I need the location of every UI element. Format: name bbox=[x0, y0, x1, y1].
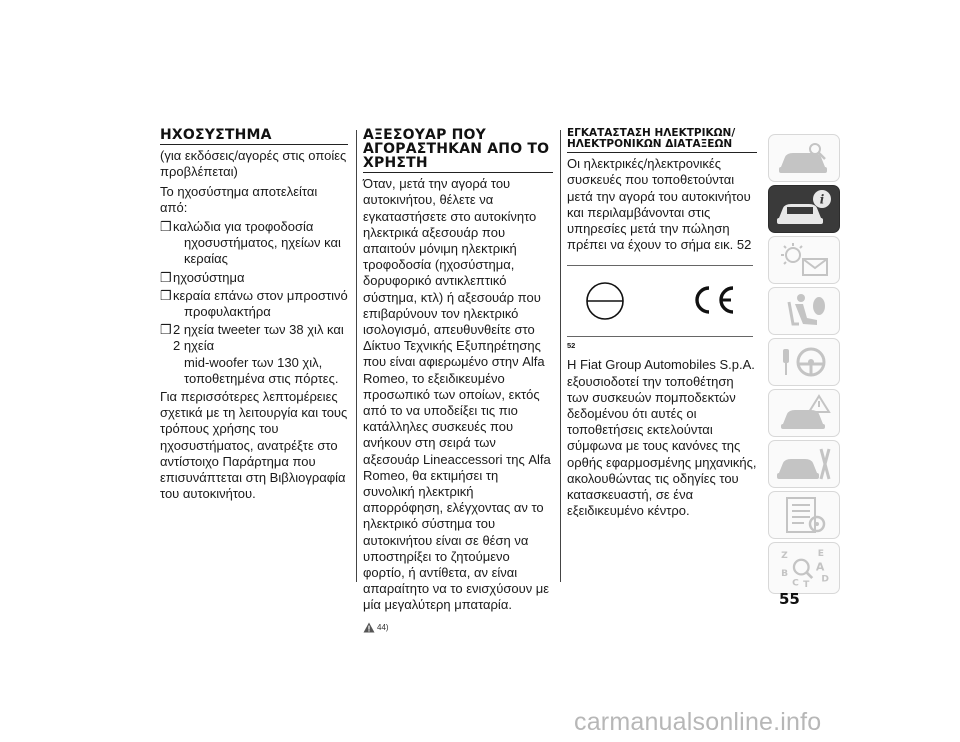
svg-text:i: i bbox=[819, 192, 825, 207]
steering-wheel-icon bbox=[773, 341, 835, 383]
bullet-box-icon: ❒ bbox=[160, 219, 172, 234]
index-letter: T bbox=[803, 580, 810, 589]
section-title-audio-system: ΗΧΟΣΥΣΤΗΜΑ bbox=[160, 127, 272, 143]
dashboard-car-icon bbox=[773, 137, 835, 179]
list-item-line1: ηχοσύστημα bbox=[173, 269, 245, 285]
warning-triangle-icon bbox=[363, 622, 375, 633]
index-letter: C bbox=[792, 578, 799, 589]
tab-index[interactable] bbox=[768, 542, 840, 594]
column-divider bbox=[560, 130, 561, 582]
accessories-body: Όταν, μετά την αγορά του αυτοκινήτου, θέλετε να εγκαταστήσετε στο αυτοκίνητο ηλεκτρικά αξεσουάρ που απαιτούν μόνιμη ηλεκτρική τροφοδοσία (ηχοσύστημα, δορυφορικό αντικλεπτικό σύστημα, κτλ) ή αξεσουάρ που επιβαρύνουν τον ηλεκτρικό ισολογισμό, απευθυνθείτε στο Δίκτυο Τεχνικής Εξυπηρέτησης που είναι αφιερωμένο στην Alfa Romeo, το εξειδικευμένο προσωπικό των οποίων, εκτός από το να υποδείξει τις πιο κατάλληλες συσκευές που ανήκουν στη σειρά των αξεσουάρ Lineaccessori της Alfa Romeo, θα εκτιμήσει τη συνολική ηλεκτρική απορρόφηση, ελέγχοντας αν το ηλεκτρικό σύστημα του αυτοκινήτου είναι σε θέση να υποστηρίξει το ζητούμενο φορτίο, ή αντίθετα, αν είναι απαραίτητο να το ενισχύσουν με μία μεγαλύτερη μπαταρία. bbox=[363, 176, 551, 613]
list-item-line2: προφυλακτήρα bbox=[184, 304, 271, 320]
list-item-line2: ηχοσυστήματος, ηχείων και κεραίας bbox=[184, 235, 341, 267]
index-letter: E bbox=[817, 549, 824, 560]
tab-car-info[interactable] bbox=[768, 185, 840, 233]
list-item bbox=[160, 270, 348, 286]
warning-ref-number: 44) bbox=[377, 622, 389, 632]
tab-specifications[interactable] bbox=[768, 491, 840, 539]
tab-starting-driving[interactable] bbox=[768, 338, 840, 386]
index-letter: B bbox=[781, 569, 789, 580]
intro-text: Το ηχοσύστημα αποτελείται από: bbox=[160, 183, 318, 215]
specifications-list-icon bbox=[773, 494, 835, 536]
figure-52 bbox=[567, 265, 757, 351]
column-accessories bbox=[363, 128, 553, 636]
column-audio-system bbox=[160, 128, 348, 505]
tab-emergency[interactable] bbox=[768, 389, 840, 437]
bullet-box-icon: ❒ bbox=[160, 287, 172, 303]
title-rule bbox=[160, 144, 348, 145]
title-rule bbox=[363, 172, 553, 173]
title-rule bbox=[567, 152, 757, 153]
bullet-box-icon: ❒ bbox=[160, 269, 172, 285]
column-electrical-devices bbox=[567, 128, 757, 522]
closing-text: Για περισσότερες λεπτομέρειες σχετικά με τη λειτουργία και τους τρόπους χρήσης του ηχοσυστήματος, ανατρέξτε στο αντίστοιχο Παράρτημα που επισυνάπτεται στη Βιβλιογραφία του αυτοκινήτου. bbox=[160, 389, 348, 502]
tab-maintenance[interactable] bbox=[768, 440, 840, 488]
tab-dashboard[interactable] bbox=[768, 134, 840, 182]
index-letter: D bbox=[821, 574, 829, 585]
ce-mark-icon bbox=[689, 284, 737, 316]
tab-lights-messages[interactable] bbox=[768, 236, 840, 284]
warning-car-icon bbox=[773, 392, 835, 434]
car-service-icon bbox=[773, 443, 835, 485]
page-number: 55 bbox=[779, 590, 800, 608]
list-item bbox=[160, 219, 348, 268]
list-item-line1: 2 ηχεία tweeter των 38 χιλ και 2 ηχεία bbox=[173, 322, 344, 354]
electrical-para2: Η Fiat Group Automobiles S.p.A. εξουσιοδοτεί την τοποθέτηση των συσκευών πομποδεκτών δεδομένου ότι αυτές οι τοποθετήσεις εκτελούνται σύμφωνα με τους κανόνες της ορθής εφαρμοσμένης μηχανικής, ακολουθώντας τις οδηγίες του κατασκευαστή, σε ένα εξειδικευμένο κέντρο. bbox=[567, 357, 757, 519]
tab-safety[interactable] bbox=[768, 287, 840, 335]
bullet-box-icon: ❒ bbox=[160, 322, 172, 338]
index-letter: A bbox=[815, 560, 825, 574]
list-item-line1: καλώδια για τροφοδοσία bbox=[173, 219, 314, 234]
chapter-tabs bbox=[768, 134, 840, 597]
list-item-line2: mid-woofer των 130 χιλ, τοποθετημένα στις πόρτες. bbox=[184, 354, 339, 386]
components-list bbox=[160, 219, 348, 387]
figure-rule-bottom bbox=[567, 336, 753, 337]
section-subtitle: (για εκδόσεις/αγορές στις οποίες προβλέπεται) bbox=[160, 148, 347, 180]
index-letter: Z bbox=[781, 550, 788, 561]
section-title-electrical-devices: ΕΓΚΑΤΑΣΤΑΣΗ ΗΛΕΚΤΡΙΚΩΝ/ΗΛΕΚΤΡΟΝΙΚΩΝ ΔΙΑΤΑΞΕΩΝ bbox=[567, 127, 736, 150]
figure-rule-top bbox=[567, 265, 753, 266]
list-item bbox=[160, 322, 348, 387]
section-title-accessories: ΑΞΕΣΟΥΑΡ ΠΟΥ ΑΓΟΡΑΣΤΗΚΑΝ ΑΠΟ ΤΟ ΧΡΗΣΤΗ bbox=[363, 127, 550, 171]
figure-number: 52 bbox=[567, 341, 576, 351]
list-item-line1: κεραία επάνω στον μπροστινό bbox=[173, 287, 348, 303]
lights-envelope-icon bbox=[773, 239, 835, 281]
car-info-icon bbox=[773, 188, 835, 230]
column-divider bbox=[356, 130, 357, 582]
airbag-seat-icon bbox=[773, 290, 835, 332]
electrical-para1: Οι ηλεκτρικές/ηλεκτρονικές συσκευές που τοποθετούνται μετά την αγορά του αυτοκινήτου και περιλαμβάνονται στις υπηρεσίες μετά την πώληση πρέπει να έχουν το σήμα εικ. 52 bbox=[567, 156, 752, 253]
watermark: carmanualsonline.info bbox=[574, 708, 822, 736]
e-mark-icon bbox=[585, 281, 625, 321]
alphabetical-index-icon bbox=[773, 547, 835, 589]
list-item bbox=[160, 288, 348, 320]
warning-reference bbox=[363, 620, 553, 636]
